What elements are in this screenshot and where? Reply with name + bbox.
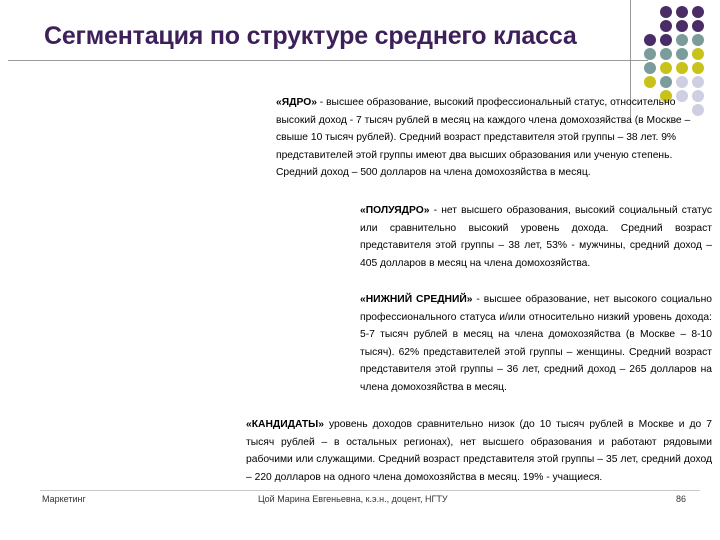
decorative-dot <box>660 48 672 60</box>
decorative-dot <box>692 48 704 60</box>
decorative-dot <box>660 6 672 18</box>
footer-course: Маркетинг <box>42 494 86 504</box>
decorative-dot <box>660 34 672 46</box>
decorative-dot <box>676 62 688 74</box>
decorative-dot <box>692 76 704 88</box>
footer-divider <box>40 490 700 491</box>
decorative-dot <box>676 34 688 46</box>
segment-lower-middle-term: «НИЖНИЙ СРЕДНИЙ» <box>360 294 473 305</box>
segment-semi-core-text: - нет высшего образования, высокий социальный статус или сравнительно высокий уровень дохода. Средний возраст представителя этой группы – 38 лет, 53% - мужчины, средний доход – 405 долларов в месяц на члена домохозяйства. <box>360 205 712 269</box>
decorative-dot <box>692 34 704 46</box>
footer-author: Цой Марина Евгеньевна, к.э.н., доцент, НГТУ <box>258 494 448 504</box>
decorative-dot <box>692 62 704 74</box>
decorative-dot <box>692 20 704 32</box>
decorative-dot <box>660 62 672 74</box>
decorative-dot <box>644 62 656 74</box>
slide-title: Сегментация по структуре среднего класса <box>44 22 577 50</box>
segment-semi-core <box>360 202 712 272</box>
segment-core <box>276 94 696 182</box>
decorative-dot <box>676 76 688 88</box>
segment-lower-middle-text: - высшее образование, нет высокого социально профессионального статуса и/или относительно низкий уровень дохода: 5-7 тысяч рублей в месяц на члена домохозяйства (в Москве – 8-10 тысяч). 62% представителей этой группы – женщины. Средний возраст представителя этой группы – 36 лет, средний доход – 265 долларов на члена домохозяйства в месяц. <box>360 294 712 393</box>
decorative-dot <box>660 20 672 32</box>
decorative-dot <box>644 34 656 46</box>
decorative-dot <box>660 76 672 88</box>
decorative-dot <box>644 76 656 88</box>
decorative-dot <box>692 6 704 18</box>
segment-semi-core-term: «ПОЛУЯДРО» <box>360 205 430 216</box>
decorative-dot <box>676 6 688 18</box>
decorative-dot <box>676 20 688 32</box>
segment-candidates-term: «КАНДИДАТЫ» <box>246 419 324 430</box>
decorative-dot <box>676 48 688 60</box>
segment-core-text: - высшее образование, высокий профессиональный статус, относительно высокий доход - 7 тысяч рублей в месяц на каждого члена домохозяйства (в Москве – свыше 10 тысяч рублей). Средний возраст представителя этой группы – 38 лет. 9% представителей этой группы имеют два высших образования или ученую степень. Средний доход – 500 долларов на члена домохозяйства в месяц. <box>276 97 691 178</box>
segment-candidates-text: уровень доходов сравнительно низок (до 10 тысяч рублей в Москве и до 7 тысяч рублей – в остальных регионах), нет высшего образования и работают рядовыми рабочими или служащими. Средний возраст представителя этой группы – 35 лет, средний доход – 220 долларов на одного члена домохозяйства в месяц. 19% - учащиеся. <box>246 419 712 483</box>
title-underline <box>8 60 648 61</box>
decorative-dot <box>644 48 656 60</box>
segment-core-term: «ЯДРО» <box>276 97 317 108</box>
footer-page-number: 86 <box>676 494 687 504</box>
segment-lower-middle <box>360 291 712 396</box>
segment-candidates <box>246 416 712 486</box>
